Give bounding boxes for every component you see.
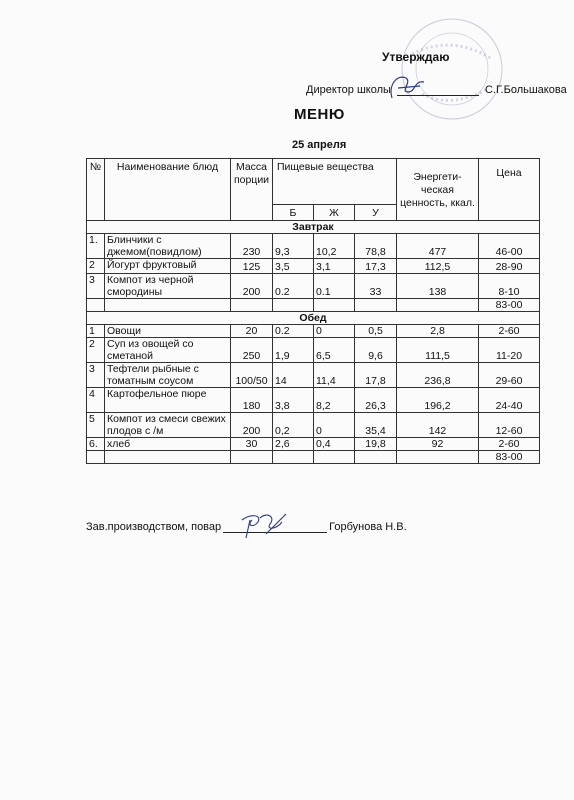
cell-b: 14 xyxy=(273,363,314,388)
empty-cell xyxy=(105,299,231,312)
cell-mass: 100/50 xyxy=(231,363,273,388)
cell-zh: 10,2 xyxy=(314,234,355,259)
empty-cell xyxy=(231,299,273,312)
approve-label: Утверждаю xyxy=(382,50,450,64)
table-row xyxy=(87,325,540,338)
director-name: С.Г.Большакова xyxy=(484,84,567,96)
cell-no: 6. xyxy=(87,438,105,451)
col-nutrients: Пищевые вещества xyxy=(273,159,397,205)
empty-cell xyxy=(397,451,479,464)
cell-mass: 30 xyxy=(231,438,273,451)
cell-no: 3 xyxy=(87,274,105,299)
cell-price: 2-60 xyxy=(479,438,540,451)
table-row xyxy=(87,234,540,259)
cell-no: 2 xyxy=(87,259,105,274)
cell-b: 3,5 xyxy=(273,259,314,274)
cell-u: 17,8 xyxy=(355,363,397,388)
empty-cell xyxy=(273,451,314,464)
col-mass: Масса порции xyxy=(231,159,273,221)
cell-mass: 230 xyxy=(231,234,273,259)
cell-u: 17,3 xyxy=(355,259,397,274)
footer-name: Горбунова Н.В. xyxy=(329,521,407,533)
table-row xyxy=(87,438,540,451)
empty-cell xyxy=(314,299,355,312)
cell-name: Овощи xyxy=(105,325,231,338)
cell-no: 1. xyxy=(87,234,105,259)
cell-energy: 92 xyxy=(397,438,479,451)
cell-zh: 0.1 xyxy=(314,274,355,299)
table-row xyxy=(87,413,540,438)
cell-zh: 0 xyxy=(314,325,355,338)
cell-b: 9,3 xyxy=(273,234,314,259)
director-signature xyxy=(380,70,440,104)
section-title: Обед xyxy=(87,312,540,325)
col-energy: Энергети-ческая ценность, ккал. xyxy=(397,159,479,221)
cell-energy: 142 xyxy=(397,413,479,438)
table-row xyxy=(87,338,540,363)
cell-name: Тефтели рыбные с томатным соусом xyxy=(105,363,231,388)
col-name: Наименование блюд xyxy=(105,159,231,221)
empty-cell xyxy=(273,299,314,312)
empty-cell xyxy=(355,299,397,312)
director-label: Директор школы xyxy=(306,84,391,96)
cell-energy: 112,5 xyxy=(397,259,479,274)
cell-energy: 2,8 xyxy=(397,325,479,338)
cell-b: 0,2 xyxy=(273,413,314,438)
cell-zh: 0,4 xyxy=(314,438,355,451)
menu-title: МЕНЮ xyxy=(294,106,345,123)
cell-zh: 8,2 xyxy=(314,388,355,413)
cell-u: 19,8 xyxy=(355,438,397,451)
cell-energy: 138 xyxy=(397,274,479,299)
empty-cell xyxy=(355,451,397,464)
cell-no: 2 xyxy=(87,338,105,363)
section-title: Завтрак xyxy=(87,221,540,234)
cell-price: 2-60 xyxy=(479,325,540,338)
empty-cell xyxy=(397,299,479,312)
table-row xyxy=(87,388,540,413)
empty-cell xyxy=(87,451,105,464)
cell-no: 5 xyxy=(87,413,105,438)
cell-price: 8-10 xyxy=(479,274,540,299)
cell-no: 3 xyxy=(87,363,105,388)
cell-name: хлеб xyxy=(105,438,231,451)
cell-name: Йогурт фруктовый xyxy=(105,259,231,274)
cell-mass: 200 xyxy=(231,274,273,299)
cell-b: 2,6 xyxy=(273,438,314,451)
cell-energy: 111,5 xyxy=(397,338,479,363)
empty-cell xyxy=(87,299,105,312)
cell-u: 0,5 xyxy=(355,325,397,338)
col-no: № xyxy=(87,159,105,221)
cell-u: 35,4 xyxy=(355,413,397,438)
cell-b: 0.2 xyxy=(273,325,314,338)
cell-price: 12-60 xyxy=(479,413,540,438)
cell-zh: 0 xyxy=(314,413,355,438)
cell-energy: 196,2 xyxy=(397,388,479,413)
cell-u: 26,3 xyxy=(355,388,397,413)
table-row xyxy=(87,274,540,299)
cell-no: 4 xyxy=(87,388,105,413)
cell-energy: 236,8 xyxy=(397,363,479,388)
cell-mass: 20 xyxy=(231,325,273,338)
cell-u: 78,8 xyxy=(355,234,397,259)
empty-cell xyxy=(105,451,231,464)
cook-signature xyxy=(236,506,296,542)
cell-b: 0.2 xyxy=(273,274,314,299)
empty-cell xyxy=(231,451,273,464)
table-row xyxy=(87,259,540,274)
cell-name: Компот из смеси свежих плодов с /м xyxy=(105,413,231,438)
cell-zh: 11,4 xyxy=(314,363,355,388)
cell-price: 29-60 xyxy=(479,363,540,388)
menu-date: 25 апреля xyxy=(292,139,347,151)
cell-b: 1,9 xyxy=(273,338,314,363)
section-total: 83-00 xyxy=(479,299,540,312)
cell-energy: 477 xyxy=(397,234,479,259)
school-stamp xyxy=(382,14,522,124)
section-total: 83-00 xyxy=(479,451,540,464)
cell-b: 3,8 xyxy=(273,388,314,413)
cell-price: 11-20 xyxy=(479,338,540,363)
cell-mass: 180 xyxy=(231,388,273,413)
cell-zh: 6,5 xyxy=(314,338,355,363)
cell-price: 24-40 xyxy=(479,388,540,413)
cell-name: Картофельное пюре xyxy=(105,388,231,413)
cell-mass: 125 xyxy=(231,259,273,274)
cell-name: Суп из овощей со сметаной xyxy=(105,338,231,363)
col-zh: Ж xyxy=(314,205,355,221)
footer-role: Зав.производством, повар xyxy=(86,521,222,533)
cell-name: Блинчики с джемом(повидлом) xyxy=(105,234,231,259)
col-u: У xyxy=(355,205,397,221)
cell-mass: 200 xyxy=(231,413,273,438)
cell-zh: 3,1 xyxy=(314,259,355,274)
menu-table xyxy=(86,158,540,464)
col-price: Цена xyxy=(479,159,540,221)
cell-u: 33 xyxy=(355,274,397,299)
cell-no: 1 xyxy=(87,325,105,338)
cell-name: Компот из черной смородины xyxy=(105,274,231,299)
table-row xyxy=(87,363,540,388)
cell-price: 28-90 xyxy=(479,259,540,274)
empty-cell xyxy=(314,451,355,464)
cell-mass: 250 xyxy=(231,338,273,363)
col-b: Б xyxy=(273,205,314,221)
cell-price: 46-00 xyxy=(479,234,540,259)
cell-u: 9,6 xyxy=(355,338,397,363)
